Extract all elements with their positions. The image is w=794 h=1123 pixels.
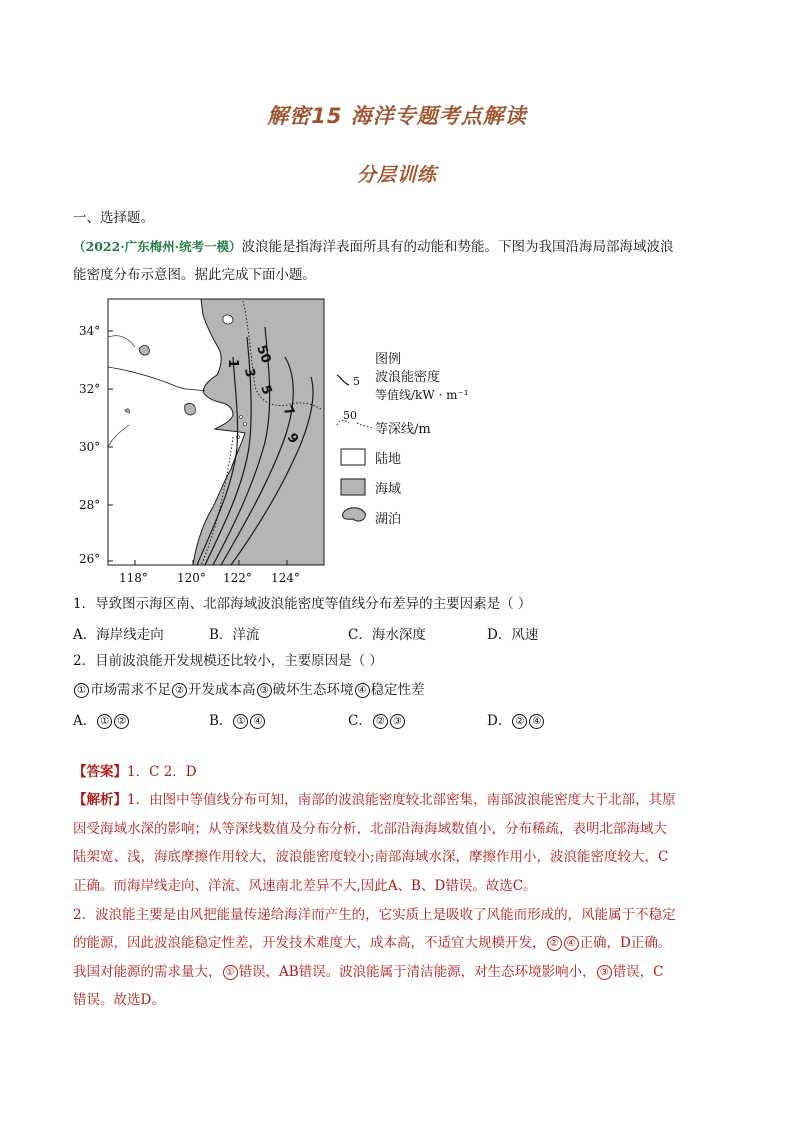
map-legend — [337, 352, 469, 527]
q1-stem: 1．导致图示海区南、北部海域波浪能密度等值线分布差异的主要因素是（ ） — [73, 596, 532, 612]
source-tag: （2022·广东梅州·统考一模） — [73, 239, 242, 254]
intro-text-1: 波浪能是指海洋表面所具有的动能和势能。下图为我国沿海局部海域波浪 — [241, 239, 674, 255]
page-title: 解密15 海洋专题考点解读 — [267, 104, 527, 128]
legend-wave-line — [337, 375, 349, 385]
analysis-line-3: 陆架宽、浅，海底摩擦作用较大，波浪能密度较小;南部海域水深，摩擦作用小，波浪能密度较大，C — [73, 849, 669, 865]
legend-wave-sample: 5 — [353, 375, 360, 388]
legend-land-swatch — [341, 449, 365, 465]
lake — [185, 403, 196, 415]
legend-sea: 海域 — [375, 482, 402, 497]
y-tick: 30° — [79, 440, 101, 454]
analysis-label: 【解析】 — [73, 792, 127, 808]
section-heading: 一、选择题。 — [73, 210, 154, 226]
contour-label: 5 — [257, 383, 275, 397]
page-subtitle: 分层训练 — [356, 164, 437, 186]
y-tick: 32° — [79, 382, 101, 396]
answer-label: 【答案】 — [73, 764, 127, 780]
q1-option-b[interactable]: B．洋流 — [209, 627, 260, 643]
y-tick: 28° — [79, 498, 101, 512]
island — [244, 423, 247, 426]
contour-label: 3 — [241, 367, 258, 379]
analysis-line-6: 的能源，因此波浪能稳定性差，开发技术难度大，成本高，不适宜大规模开发， ② ④ 正确，D正确。 — [73, 935, 672, 951]
legend-lake: 湖泊 — [375, 512, 402, 527]
intro-line-1 — [73, 237, 674, 257]
y-tick: 26° — [79, 552, 101, 566]
contour-label: 50 — [253, 343, 274, 366]
answer-text: 1．C 2．D — [127, 764, 197, 780]
y-tick: 34° — [79, 324, 101, 338]
analysis-line-8: 错误。故选D。 — [73, 992, 165, 1008]
q2-option-b[interactable]: B． ① ④ — [209, 709, 266, 729]
analysis-line-4: 正确。而海岸线走向、洋流、风速南北差异不大,因此A、B、D错误。故选C。 — [73, 878, 537, 894]
legend-depth-label: 等深线/m — [375, 422, 431, 437]
analysis-line-7: 我国对能源的需求量大， ① 错误，AB错误。波浪能属于清洁能源，对生态环境影响小， ③ 错误，C — [73, 964, 664, 980]
legend-depth-line-b — [357, 423, 373, 429]
q1-option-c[interactable]: C．海水深度 — [348, 627, 426, 643]
contour-label: 1 — [225, 359, 240, 369]
x-tick: 124° — [271, 571, 300, 585]
legend-title: 图例 — [375, 352, 402, 367]
x-tick: 122° — [223, 571, 252, 585]
legend-wave-unit: 等值线/kW · m⁻¹ — [375, 388, 469, 402]
answer-line — [73, 762, 197, 782]
island — [223, 315, 233, 324]
analysis-line-1: 【解析】1．由图中等值线分布可知，南部的波浪能密度较北部密集，南部波浪能密度大于北部，其原 — [73, 792, 676, 808]
legend-land: 陆地 — [375, 452, 402, 467]
contour-label: 7 — [279, 403, 298, 419]
x-tick: 120° — [177, 571, 206, 585]
wave-energy-map — [73, 297, 503, 589]
intro-line-2: 能密度分布示意图。据此完成下面小题。 — [73, 267, 316, 283]
x-tick: 118° — [119, 571, 148, 585]
q2-stem: 2．目前波浪能开发规模还比较小，主要原因是（ ） — [73, 653, 383, 669]
legend-lake-swatch — [343, 508, 366, 521]
q2-option-d[interactable]: D． ② ④ — [487, 709, 545, 729]
legend-sea-swatch — [341, 479, 365, 495]
legend-depth-sample: 50 — [343, 409, 357, 422]
analysis-line-5: 2．波浪能主要是由风把能量传递给海洋而产生的，它实质上是吸收了风能而形成的，风能属于不稳定 — [73, 907, 676, 923]
q1-option-d[interactable]: D．风速 — [487, 627, 539, 643]
contour-label: 9 — [283, 430, 302, 447]
q1-option-a[interactable]: A．海岸线走向 — [73, 627, 164, 643]
q2-items: ① 市场需求不足 ② 开发成本高 ③ 破坏生态环境 ④ 稳定性差 — [73, 680, 425, 700]
island — [240, 416, 243, 419]
legend-wave-label: 波浪能密度 — [375, 370, 441, 385]
q2-option-c[interactable]: C． ② ③ — [348, 709, 406, 729]
analysis-line-2: 因受海域水深的影响；从等深线数值及分布分析，北部沿海海域数值小，分布稀疏，表明北部海域大 — [73, 821, 667, 837]
q2-option-a[interactable]: A． ① ② — [73, 709, 130, 729]
